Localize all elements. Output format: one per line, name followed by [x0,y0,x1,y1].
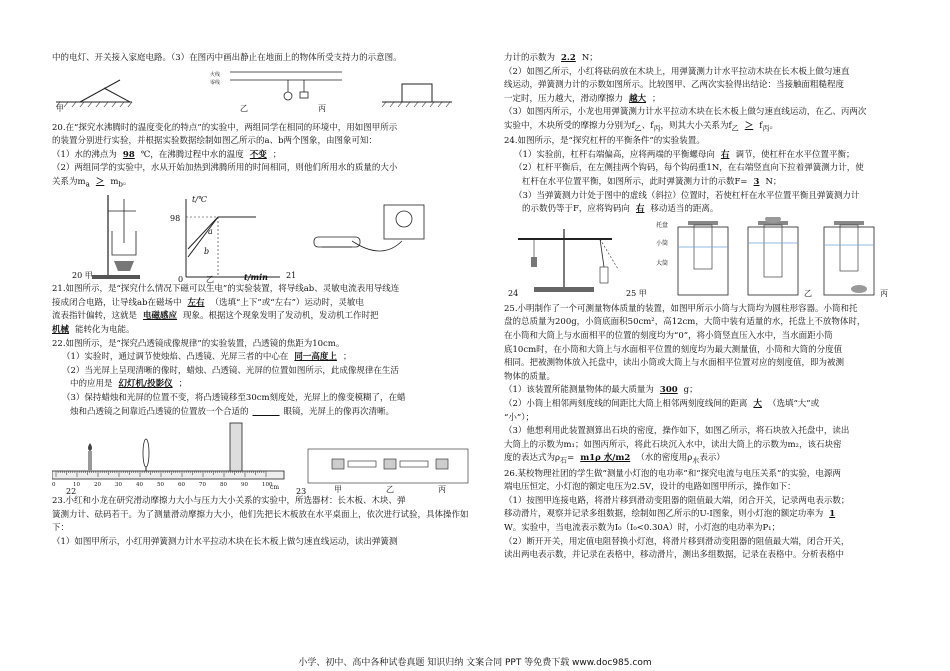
q23c-line2: （2）如图乙所示，小红将砝码放在木块上，用弹簧测力计水平拉动木块在长木板上做匀速直 [504,66,850,77]
q24-text: N； [765,177,782,188]
q24-answer-3: 右 [635,204,645,215]
q21-text: 能转化为电能。 [75,325,135,336]
q23c-line3: 线运动，弹簧测力计的示数如图所示。比较图甲、乙两次实验得出结论：当接触面粗糙程度 [504,80,845,91]
fig20-tick-98: 98 [170,214,181,224]
bench-tick-label: 20 [94,482,101,489]
q21-text: 现象。根据这个现象发明了发动机，发动机工作时把 [183,311,379,322]
figure-20-21 [52,191,470,283]
q25-line12 [504,452,912,467]
q24-line1: 24.如图所示，是“探究杠杆的平衡条件”的实验装置。 [504,136,705,147]
q23c-text: ，则其大小关系为f [660,120,732,131]
q23c-sub: 乙 [731,123,739,133]
fig20-label-jia: 20 甲 [72,271,93,281]
q20-line5 [52,176,470,191]
q25-text: g； [683,385,698,396]
q24-answer-1: 右 [720,149,730,160]
fig25-label-yi: 乙 [804,288,812,298]
q22-answer-1: 同一高度上 [294,352,337,363]
q23c-text: ； [652,93,661,104]
figure-19-svg [52,66,470,114]
q25-line4: 底10cm时，在小筒和大筒上与水面相平位置的刻度均为最大测量值，小筒和大筒的分度值 [504,344,843,355]
q23c-line1 [504,52,912,66]
q22-line1: 22.如图所示，是“探究凸透镜成像规律”的实验装置，凸透镜的焦距为10cm。 [52,338,345,349]
q20-line3 [52,149,470,163]
q25-text: （1）该装置所能测量物体的最大质量为 [504,385,654,396]
q26-line3: （1）按图甲连接电路，将滑片移到滑动变阻器的阻值最大端，闭合开关，记录两电表示数； [504,495,850,506]
q23c-line4 [504,93,912,107]
q20-answer-2: 不变 [249,149,267,160]
q23-line3: （1）如图甲所示，小红用弹簧测力计水平拉动木块在长木板上做匀速直线运动，读出弹簧测 [52,536,398,547]
q22-line4 [52,378,470,392]
fig19-label-yi: 乙 [240,103,248,113]
q22-text: ； [178,379,188,390]
q22-text: 眼镜，光屏上的像再次清晰。 [283,406,395,417]
fig20-origin: 0 [178,275,184,285]
bench-tick-label: 80 [220,482,227,489]
q25-text: （2）小筒上相邻两刻度线的间距比大筒上相邻两刻度线间的距离 [504,398,748,409]
q25-line2: 盘的总质量为200g，小筒底面积50cm²，高12cm，大筒中装有适量的水，托盘上不放物体时， [504,317,866,328]
q25-line8 [504,398,912,412]
q20-answer-3: ＞ [95,176,105,187]
q20-text: ； [272,149,282,160]
q23c-answer-3: ＞ [744,120,754,131]
q24-text: 杠杆在水平位置平衡，如图所示，此时弹簧测力计的示数F= [522,177,748,188]
q25-text: （选填“大”或 [767,398,820,409]
fig25-label-datong: 大筒 [656,259,669,267]
fig25-label-jia: 25 甲 [626,288,647,298]
q21-text: 流表指针偏转，这就是 [52,311,138,322]
q20-line2: 的装置分别进行实验，并根据实验数据绘制如图乙所示的a、b两个图象，由图象可知： [52,136,378,147]
fig25-label-xiaotong: 小筒 [656,239,669,247]
q21-line2 [52,297,470,311]
q25-line3: 在小筒和大筒上与水面相平的位置的刻度均为“0”，将小筒竖直压入水中，当水面距小筒 [504,331,833,341]
q26-line5: W。实验中，当电流表示数为I₀（I₀<0.30A）时，小灯泡的电功率为P₁； [504,523,781,533]
fig20-series-b: b [204,247,210,257]
fig20-series-a: a [208,227,213,237]
fig20-label-yi: 乙 [206,275,214,285]
figure-24-25-svg [504,217,912,303]
q23c-answer-1: 2.2 [561,53,576,63]
fig19-label-bing: 丙 [318,103,326,113]
q24-line4 [504,176,912,190]
q22-line5: （3）保持蜡烛和光屏的位置不变，将凸透镜移至30cm刻度处，光屏上的像变模糊了，在蜡 [62,393,406,403]
q23c-text: f [759,120,763,131]
q25-sub: 水 [692,456,700,466]
q25-line5: 相同。把被测物体放入托盘中，读出小筒或大筒上与水面相平位置对应的刻度值，即为被测 [504,358,845,369]
q20-sub: b [118,179,123,189]
q20-sub: a [85,179,90,189]
q20-text: ℃，在沸腾过程中水的温度 [140,149,244,160]
figure-20-21-svg [52,191,470,283]
q26-answer-1: 1 [829,509,836,520]
q26-line7: 读出两电表示数，并记录在表格中，移动滑片，测出多组数据，记录在表格中。分析表格中 [504,550,845,561]
q24-line3: （2）杠杆平衡后，在左侧挂两个钩码，每个钩码重1N，在右端竖直向下拉着弹簧测力计，使 [514,163,864,174]
q25-line7 [504,384,912,398]
q23c-line6 [504,120,912,135]
bench-tick-label: 0 [52,482,56,489]
q26-line1: 26.某校物理社团的学生做“测量小灯泡的电功率”和“探究电流与电压关系”的实验，电源两 [504,468,841,479]
q23c-text: N； [581,53,598,63]
bench-tick-label: 70 [199,482,206,489]
q21-text: （选填“上下”或“左右”）运动时，灵敏电 [210,297,364,308]
page-footer: 小学、初中、高中各种试卷真题 知识归纳 文案合同 PPT 等免费下载 www.doc985.com [298,658,652,668]
q25-answer-1: 300 [659,385,678,396]
q22-line3: （2）当光屏上呈现清晰的像时，蜡烛、凸透镜、光屏的位置如图所示，此成像规律在生活 [62,365,399,376]
bench-tick-label: 100 [262,482,273,489]
fig24-label: 24 [508,288,519,298]
q24-text: 移动适当的距离。 [650,204,719,215]
q22-blank [249,407,284,417]
bench-unit: cm [270,484,280,492]
q22-line6 [52,406,470,420]
right-column [504,0,912,563]
fig20-y-label: t/℃ [192,195,207,205]
q21-answer-2: 电磁感应 [143,311,178,322]
bench-tick-label: 50 [157,482,164,489]
bench-tick-label: 40 [136,482,143,489]
q24-line5: （3）当弹簧测力计处于图中的虚线（斜拉）位置时，若使杠杆在水平位置平衡且弹簧测力计 [514,190,860,201]
q24-text: （1）实验前，杠杆右端偏高，应将两端的平衡螺母向 [514,149,715,160]
q23c-text: 。 [769,120,779,131]
fig25-label-tuopan: 托盘 [656,221,669,229]
fig25-label-bing: 丙 [880,288,888,298]
q19-tail: 中的电灯、开关接入家庭电路。（3）在图丙中画出静止在地面上的物体所受支持力的示意图。 [52,53,402,63]
q23c-answer-2: 越大 [629,93,647,104]
q20-text: （1）水的沸点为 [52,149,117,160]
left-column [52,0,470,550]
q23c-text: 一定时，压力越大，滑动摩擦力 [504,93,624,104]
q26-text: 移动滑片，观察并记录多组数据，绘制如图乙所示的U-I图象，则小灯泡的额定功率为 [504,509,824,520]
q25-line9: “小”）； [504,412,534,423]
q26-line4 [504,508,912,522]
q25-sub: 石 [560,456,568,466]
q23-line2: 簧测力计、砝码若干。为了测量滑动摩擦力大小，他们先把长木板放在水平桌面上，依次进行试验，具体操作如下： [52,509,469,534]
q20-text: 关系为m [52,176,86,187]
q20-line1: 20.在“探究水沸腾时的温度变化的特点”的实验中，两组同学在相同的环境中，用如图甲所示 [52,122,398,133]
fig19-label-lingxian: 零线 [210,79,221,86]
q25-line11: 大筒上的示数为m₁；如图丙所示，将此石块沉入水中，读出大筒上的示数为m₂，该石块密 [504,439,842,450]
q20-line4: （2）两组同学的实验中，水从开始加热到沸腾所用的时间相同，则他们所用水的质量的大小 [52,163,398,174]
q23c-sub: 乙 [634,123,642,133]
q22-text: 中的应用是 [70,379,113,390]
q24-answer-2: 3 [753,177,760,188]
q23c-line5: （3）如图丙所示，小龙也用弹簧测力计水平拉动木块在长木板上做匀速直线运动，在乙、丙两次 [504,107,867,118]
q23c-text: 实验中，木块所受的摩擦力分别为f [504,120,635,131]
fig23-label-bing: 丙 [438,485,446,495]
q23c-sub: 丙 [653,123,661,133]
bench-tick-label: 60 [178,482,185,489]
fig23-label-jia: 甲 [334,485,342,495]
fig19-label-huoxian: 火线 [210,71,221,78]
figure-24-25 [504,217,912,303]
q25-line1: 25.小明制作了一个可测量物体质量的装置，如图甲所示小筒与大筒均为圆柱形容器。小筒和托 [504,303,858,314]
q20-text: 。 [122,176,132,187]
fig22-label: 22 [66,487,77,497]
q23c-text: 力计的示数为 [504,53,556,63]
q23c-sub: 丙 [762,123,770,133]
q25-line10: （3）他想利用此装置测算出石块的密度，操作如下，如图乙所示，将石块放入托盘中，读出 [504,426,850,437]
q21-answer-1: 左右 [187,297,205,308]
q22-text: （1）实验时，通过调节使烛焰、凸透镜、光屏三者的中心在 [62,352,289,363]
q21-line1: 21.如图所示，是“探究什么情况下磁可以生电”的实验装置，将导线ab、灵敏电流表用导线连 [52,284,400,295]
q24-text: 调节，使杠杆在水平位置平衡； [735,149,855,160]
q21-answer-3: 机械 [52,325,70,336]
figure-22-23 [52,419,470,495]
fig23-label-yi: 乙 [386,485,394,495]
q24-line2 [504,149,912,163]
q21-line3 [52,310,470,324]
q20-answer-1: 98 [122,149,135,160]
q22-answer-2: 幻灯机/投影仪 [118,379,173,390]
fig19-label-jia: 甲 [56,103,64,113]
fig20-x-label: t/min [244,272,268,283]
fig23-label: 23 [296,487,307,497]
q25-answer-2: 大 [753,398,762,409]
q20-text: m [110,176,119,187]
q24-text: 的示数仍等于F，应将钩码向 [522,204,630,215]
q25-text: = [567,453,575,464]
bench-tick-label: 10 [73,482,80,489]
figure-19 [52,66,470,114]
q23-line1: 23.小红和小龙在研究滑动摩擦力大小与压力大小关系的实验中，所选器材：长木板、木块、弹 [52,496,406,507]
q25-text: （水的密度用ρ [636,453,693,464]
fig21-label: 21 [286,271,297,281]
q26-line6: （2）断开开关，用定值电阻替换小灯泡，将滑片移到滑动变阻器的阻值最大端，闭合开关， [504,536,850,547]
q21-line4 [52,324,470,338]
q22-text: 烛和凸透镜之间靠近凸透镜的位置放一个合适的 [70,406,249,417]
q22-text: ； [342,352,352,363]
q25-text: 表示） [699,453,725,464]
q21-text: 接成闭合电路，让导线ab在磁场中 [52,297,182,308]
q25-text: 度的表达式为ρ [504,453,560,464]
bench-tick-label: 30 [115,482,122,489]
q23c-text: 、f [641,120,654,131]
q22-line2 [52,351,470,365]
bench-tick-label: 90 [241,482,248,489]
q26-line2: 端电压恒定，小灯泡的额定电压为2.5V，设计的电路如图甲所示，操作如下： [504,482,796,493]
q25-line6: 物体的质量。 [504,371,556,382]
q24-line6 [504,203,912,217]
q25-answer-3: m1ρ 水/m2 [580,453,631,464]
